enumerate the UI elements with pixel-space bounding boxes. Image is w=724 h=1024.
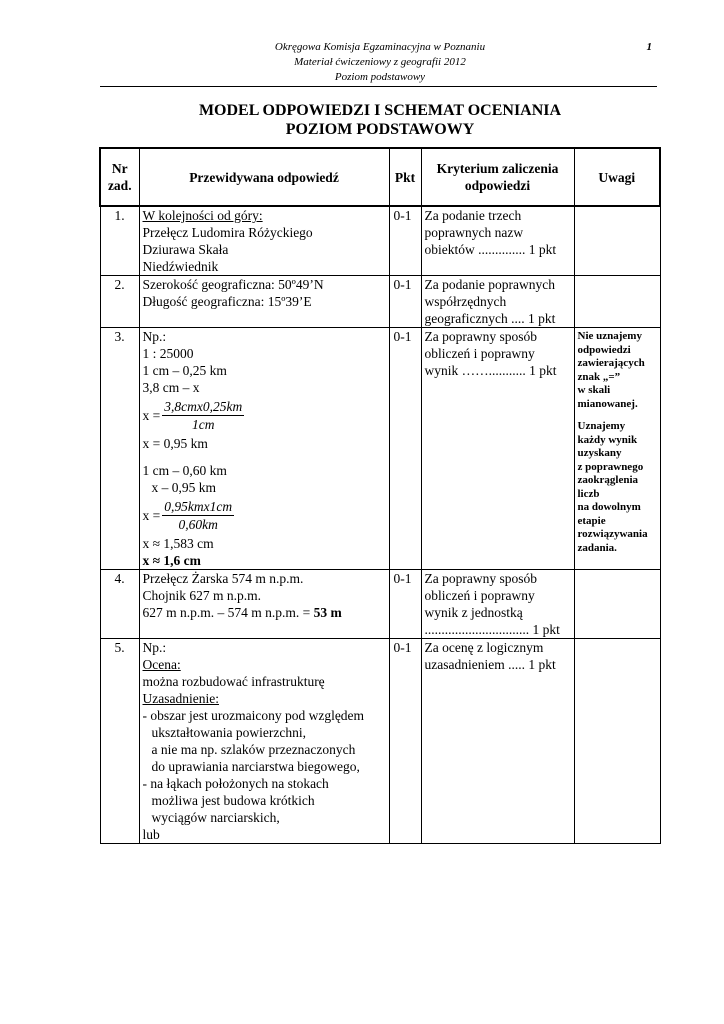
answer-line: Szerokość geograficzna: 50º49’N xyxy=(142,277,324,292)
criterion-line: Za poprawny sposób xyxy=(424,329,537,344)
answer-line: - obszar jest urozmaicony pod względem xyxy=(142,708,365,723)
spacer xyxy=(143,452,386,462)
answer-line: Niedźwiednik xyxy=(142,259,219,274)
notes xyxy=(574,276,660,328)
criterion xyxy=(421,276,574,328)
notes-line: liczb xyxy=(577,487,600,500)
notes xyxy=(574,570,660,639)
answer-line: Długość geograficzna: 15º39’E xyxy=(142,294,312,309)
criterion-line: wynik ……........... 1 pkt xyxy=(424,363,557,378)
answer-line: 1 cm – 0,60 km xyxy=(142,463,227,478)
header-line-2: Materiał ćwiczeniowy z geografii 2012 xyxy=(294,56,466,68)
criterion-line: wynik z jednostką xyxy=(424,605,523,620)
notes-line: na dowolnym xyxy=(577,501,641,513)
criterion-line: Za podanie trzech xyxy=(424,208,522,223)
criterion-line: poprawnych nazw xyxy=(424,225,524,240)
answer-line: - na łąkach położonych na stokach xyxy=(142,776,329,791)
formula-prefix: x = xyxy=(142,408,161,423)
answer-line: a nie ma np. szlaków przeznaczonych xyxy=(151,742,356,757)
table-row xyxy=(100,276,660,328)
points: 0-1 xyxy=(389,328,421,570)
table-row xyxy=(100,570,660,639)
header-pkt: Pkt xyxy=(389,148,421,206)
table-header-row xyxy=(100,148,660,206)
answer-line: lub xyxy=(142,827,160,842)
notes-line: mianowanej. xyxy=(577,397,638,410)
notes-line: w skali xyxy=(577,384,611,396)
criterion-line: ............................... 1 pkt xyxy=(424,622,560,637)
answer-line xyxy=(143,604,386,621)
criterion-line: geograficznych .... 1 pkt xyxy=(424,311,556,326)
criterion-line: Za ocenę z logicznym xyxy=(424,640,544,655)
expected-answer xyxy=(139,206,389,276)
notes-line: rozwiązywania xyxy=(577,528,648,540)
final-result: x ≈ 1,6 cm xyxy=(142,553,201,568)
notes xyxy=(574,639,660,844)
notes-line: Uznajemy xyxy=(577,420,626,432)
notes-line: każdy wynik xyxy=(577,433,638,446)
header-criterion-line-1: Kryterium zaliczenia xyxy=(436,161,559,176)
fraction-numerator: 3,8cmx0,25km xyxy=(164,399,243,414)
criterion xyxy=(421,206,574,276)
fraction-formula xyxy=(143,498,386,533)
answer-line: W kolejności od góry: xyxy=(142,208,263,223)
answer-line: Chojnik 627 m n.p.m. xyxy=(142,588,262,603)
answer-line: 1 cm – 0,25 km xyxy=(142,363,227,378)
fraction xyxy=(162,398,244,433)
title-line-2: POZIOM PODSTAWOWY xyxy=(285,121,475,138)
header-line-1: Okręgowa Komisja Egzaminacyjna w Poznaniu xyxy=(274,41,486,53)
answer-line: 3,8 cm – x xyxy=(142,380,200,395)
answer-line: wyciągów narciarskich, xyxy=(151,810,280,825)
criterion-line: obiektów .............. 1 pkt xyxy=(424,242,557,257)
table-row xyxy=(100,328,660,570)
header-answer: Przewidywana odpowiedź xyxy=(139,148,389,206)
fraction-numerator: 0,95kmx1cm xyxy=(164,499,233,514)
notes-line: zadania. xyxy=(577,541,617,554)
fraction-denominator: 0,60km xyxy=(178,517,218,532)
notes xyxy=(574,206,660,276)
formula-prefix: x = xyxy=(142,508,161,523)
answer-line: możliwa jest budowa krótkich xyxy=(151,793,315,808)
answer-line: Np.: xyxy=(142,640,167,655)
expected-answer xyxy=(139,570,389,639)
criterion-line: obliczeń i poprawny xyxy=(424,346,535,361)
notes-line: znak „=” xyxy=(577,370,621,383)
header-criterion-line-2: odpowiedzi xyxy=(464,178,531,193)
task-number: 1. xyxy=(100,206,139,276)
page-number: 1 xyxy=(646,41,652,53)
criterion-line: współrzędnych xyxy=(424,294,507,309)
scale-ratio: 1 : 25000 xyxy=(142,346,194,361)
answer-line: Uzasadnienie: xyxy=(142,691,219,706)
header-notes: Uwagi xyxy=(574,148,660,206)
page-header xyxy=(100,40,660,85)
notes-line: zawierających xyxy=(577,357,645,369)
header-nr-line-1: Nr xyxy=(111,161,128,176)
header-nr xyxy=(100,148,139,206)
criterion-line: obliczeń i poprawny xyxy=(424,588,535,603)
calculation: 627 m n.p.m. – 574 m n.p.m. = xyxy=(142,605,314,620)
answer-line: Ocena: xyxy=(142,657,181,672)
notes-line: zaokrąglenia xyxy=(577,474,638,486)
title-line-1: MODEL ODPOWIEDZI I SCHEMAT OCENIANIA xyxy=(198,102,562,119)
answer-line: Przełęcz Żarska 574 m n.p.m. xyxy=(142,571,304,586)
points: 0-1 xyxy=(389,570,421,639)
points: 0-1 xyxy=(389,639,421,844)
answer-line: Np.: xyxy=(142,329,167,344)
notes xyxy=(574,328,660,570)
notes-line: etapie xyxy=(577,514,606,527)
criterion xyxy=(421,570,574,639)
criterion-line: Za podanie poprawnych xyxy=(424,277,555,292)
answer-line: x – 0,95 km xyxy=(151,480,217,495)
table-row xyxy=(100,206,660,276)
points: 0-1 xyxy=(389,206,421,276)
spacer xyxy=(578,411,657,420)
fraction-denominator: 1cm xyxy=(191,417,215,432)
points: 0-1 xyxy=(389,276,421,328)
task-number: 2. xyxy=(100,276,139,328)
task-number: 3. xyxy=(100,328,139,570)
notes-line: odpowiedzi xyxy=(577,343,631,356)
answer-line: Przełęcz Ludomira Różyckiego xyxy=(142,225,313,240)
answer-line: ukształtowania powierzchni, xyxy=(151,725,306,740)
task-number: 5. xyxy=(100,639,139,844)
answer-line: można rozbudować infrastrukturę xyxy=(142,674,325,689)
header-nr-line-2: zad. xyxy=(107,178,132,193)
table-row xyxy=(100,639,660,844)
notes-line: uzyskany xyxy=(577,447,622,459)
criterion xyxy=(421,328,574,570)
criterion-line: uzasadnieniem ..... 1 pkt xyxy=(424,657,556,672)
document-title xyxy=(100,101,660,139)
expected-answer xyxy=(139,328,389,570)
expected-answer xyxy=(139,276,389,328)
header-criterion xyxy=(421,148,574,206)
header-divider xyxy=(100,86,657,87)
answer-line: Dziurawa Skała xyxy=(142,242,229,257)
notes-line: Nie uznajemy xyxy=(577,330,642,342)
criterion xyxy=(421,639,574,844)
header-line-3: Poziom podstawowy xyxy=(334,71,426,83)
fraction xyxy=(162,498,234,533)
answer-line: x ≈ 1,583 cm xyxy=(142,536,214,551)
scoring-table xyxy=(99,147,661,844)
answer-line: x = 0,95 km xyxy=(142,436,208,451)
task-number: 4. xyxy=(100,570,139,639)
answer-line: do uprawiania narciarstwa biegowego, xyxy=(151,759,360,774)
fraction-formula xyxy=(143,398,386,433)
expected-answer xyxy=(139,639,389,844)
final-result: 53 m xyxy=(313,605,342,620)
criterion-line: Za poprawny sposób xyxy=(424,571,537,586)
notes-line: z poprawnego xyxy=(577,460,644,473)
